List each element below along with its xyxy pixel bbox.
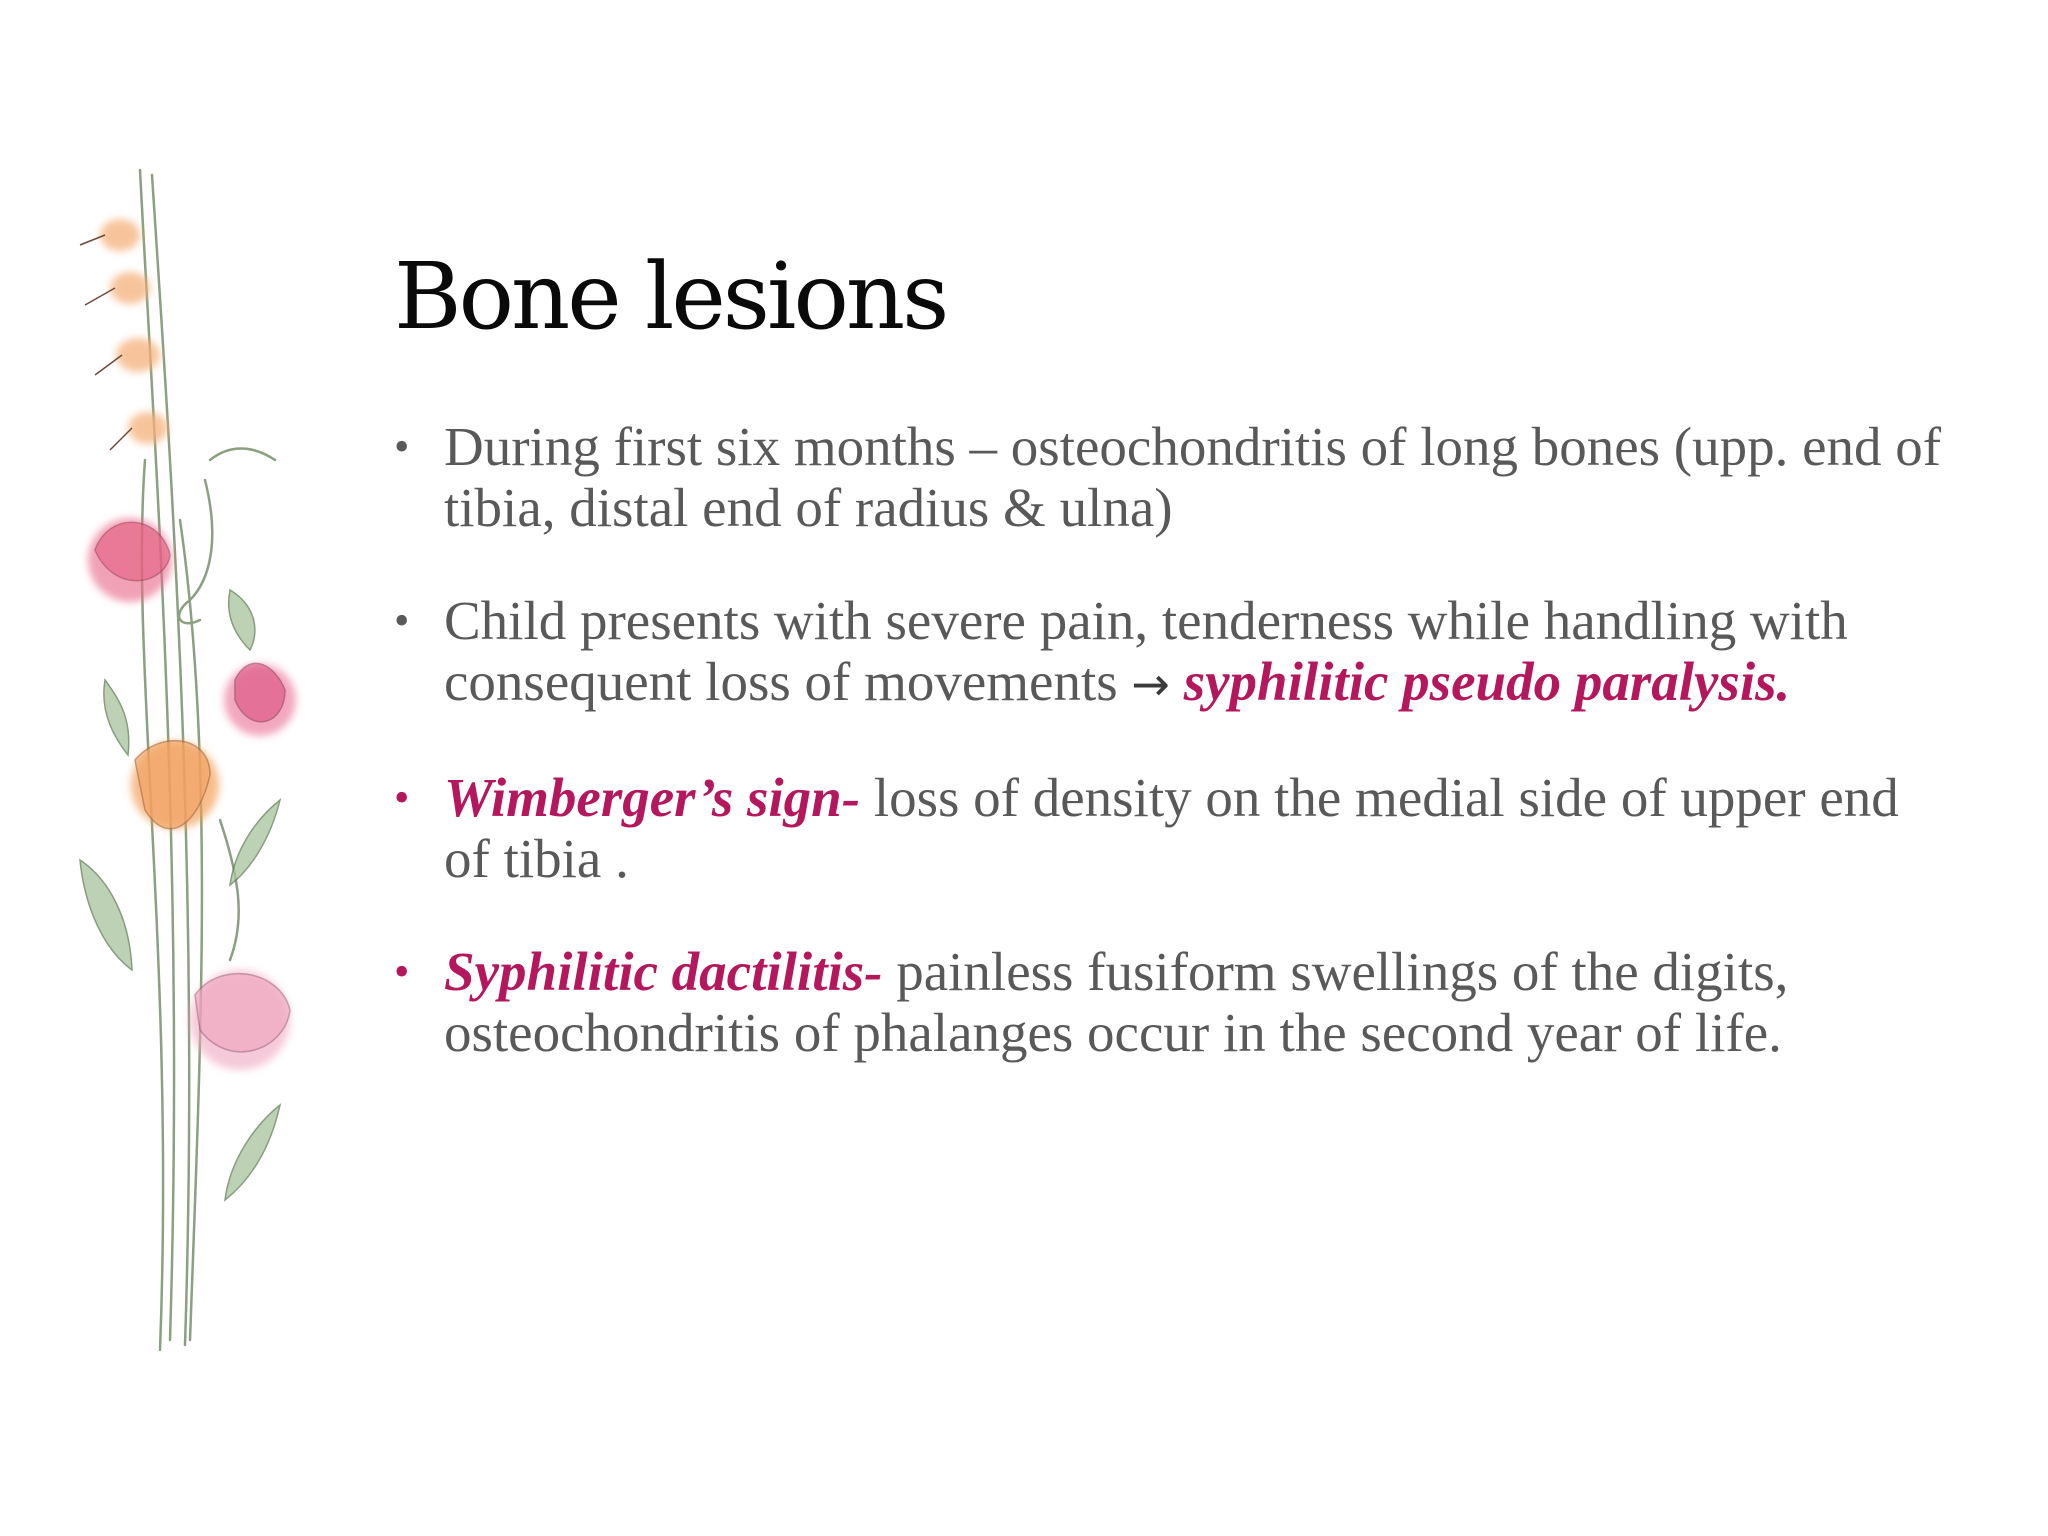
bullet-item <box>394 767 1954 889</box>
bullet-emphasis: Syphilitic dactilitis- <box>444 941 883 1002</box>
bullet-text: loss of density on the medial side of upper end of tibia . <box>444 767 1899 889</box>
orange-flower-icon <box>131 741 219 829</box>
arrow-right-icon: → <box>1131 657 1170 711</box>
bullet-emphasis: Wimberger’s sign- <box>444 767 861 828</box>
bullet-dot-icon: • <box>394 422 410 471</box>
bullet-dot-icon: • <box>394 596 410 645</box>
pink-tulip-icon <box>224 663 296 736</box>
floral-decoration-image <box>60 160 340 1370</box>
bullet-item <box>394 590 1954 715</box>
bullet-list <box>394 416 1954 1115</box>
bullet-emphasis: syphilitic pseudo paralysis. <box>1169 651 1791 712</box>
bullet-text: Child presents with severe pain, tenderness while handling with consequent loss of movements <box>444 590 1848 712</box>
bullet-text: During first six months – osteochondritis of long bones (upp. end of tibia, distal end of radius & ulna) <box>444 416 1942 538</box>
bullet-item <box>394 941 1954 1063</box>
bullet-text: painless fusiform swellings of the digits, osteochondritis of phalanges occur in the second year of life. <box>444 941 1789 1063</box>
light-pink-flower-icon <box>190 970 290 1070</box>
pink-poppy-icon <box>88 518 172 602</box>
bullet-item <box>394 416 1954 538</box>
bullet-dot-icon: • <box>394 947 410 996</box>
bullet-dot-icon: • <box>394 773 410 822</box>
slide-title: Bone lesions <box>394 243 947 350</box>
bell-flower-icon <box>80 219 168 450</box>
